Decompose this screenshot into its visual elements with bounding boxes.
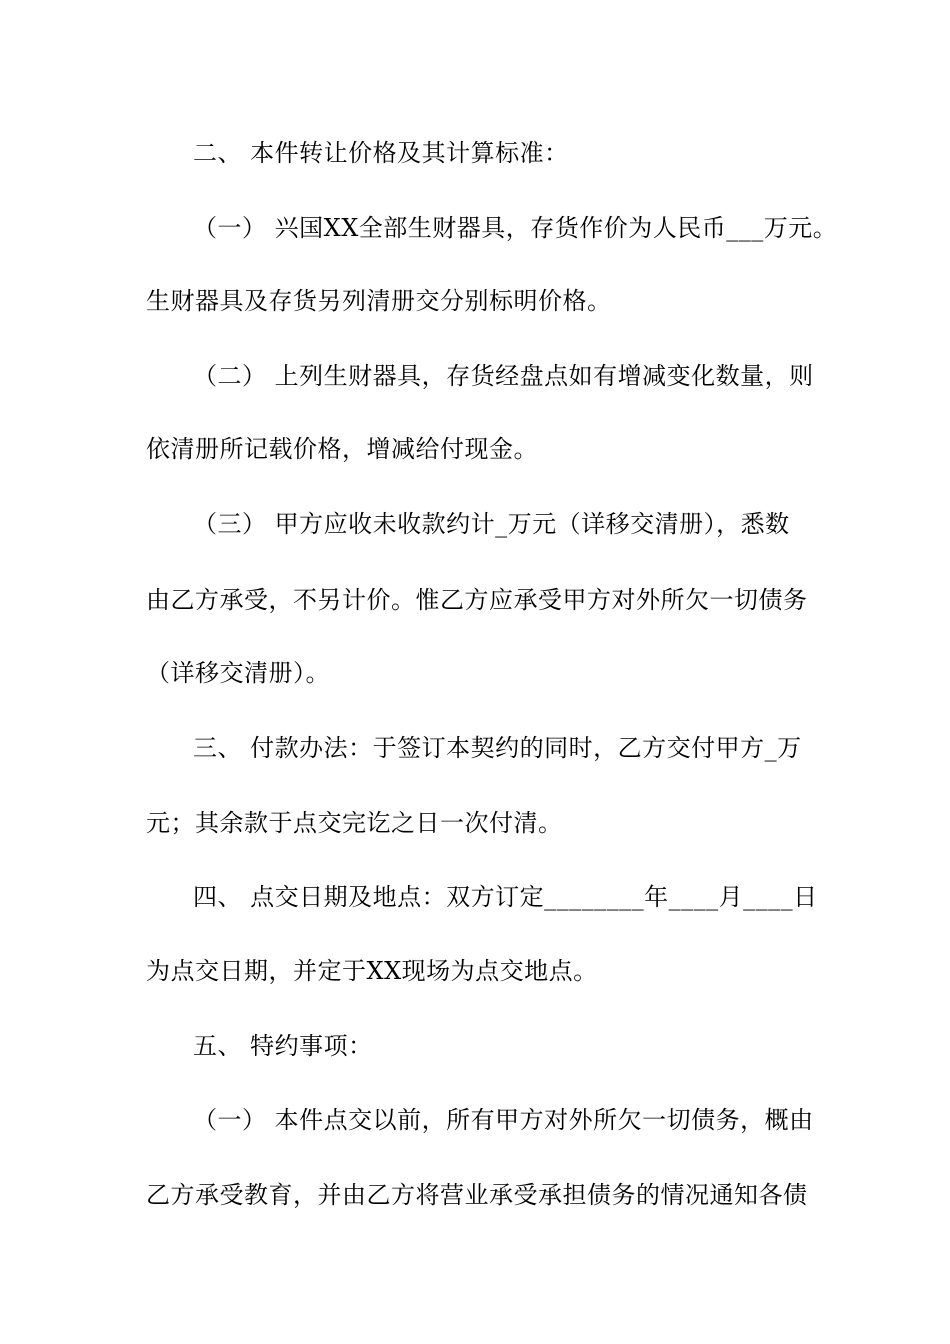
- section-four-line-1: 四、 点交日期及地点：双方订定________年____月____日: [193, 883, 818, 911]
- section-three-line-2: 元；其余款于点交完讫之日一次付清。: [146, 809, 563, 837]
- clause-5-1-line-2: 乙方承受教育，并由乙方将营业承受承担债务的情况通知各债: [146, 1181, 808, 1209]
- clause-2-2-line-1: （二） 上列生财器具，存货经盘点如有增减变化数量，则: [193, 362, 814, 390]
- clause-2-3-line-2: 由乙方承受，不另计价。惟乙方应承受甲方对外所欠一切债务: [146, 586, 808, 614]
- clause-5-1-line-1: （一） 本件点交以前，所有甲方对外所欠一切债务，概由: [193, 1106, 814, 1134]
- section-four-line-2: 为点交日期，并定于XX现场为点交地点。: [146, 957, 598, 985]
- clause-2-1-line-1: （一） 兴国XX全部生财器具，存货作价为人民币___万元。: [193, 214, 838, 242]
- clause-2-3-line-3: （详移交清册）。: [146, 659, 330, 687]
- section-three-line-1: 三、 付款办法：于签订本契约的同时，乙方交付甲方_万: [193, 734, 802, 762]
- clause-2-3-line-1: （三） 甲方应收未收款约计_万元（详移交清册），悉数: [193, 510, 790, 538]
- section-five-heading: 五、 特约事项：: [193, 1032, 373, 1060]
- clause-2-1-line-2: 生财器具及存货另列清册交分别标明价格。: [146, 287, 612, 315]
- section-two-heading: 二、 本件转让价格及其计算标准：: [193, 139, 569, 167]
- clause-2-2-line-2: 依清册所记载价格，增减给付现金。: [146, 435, 538, 463]
